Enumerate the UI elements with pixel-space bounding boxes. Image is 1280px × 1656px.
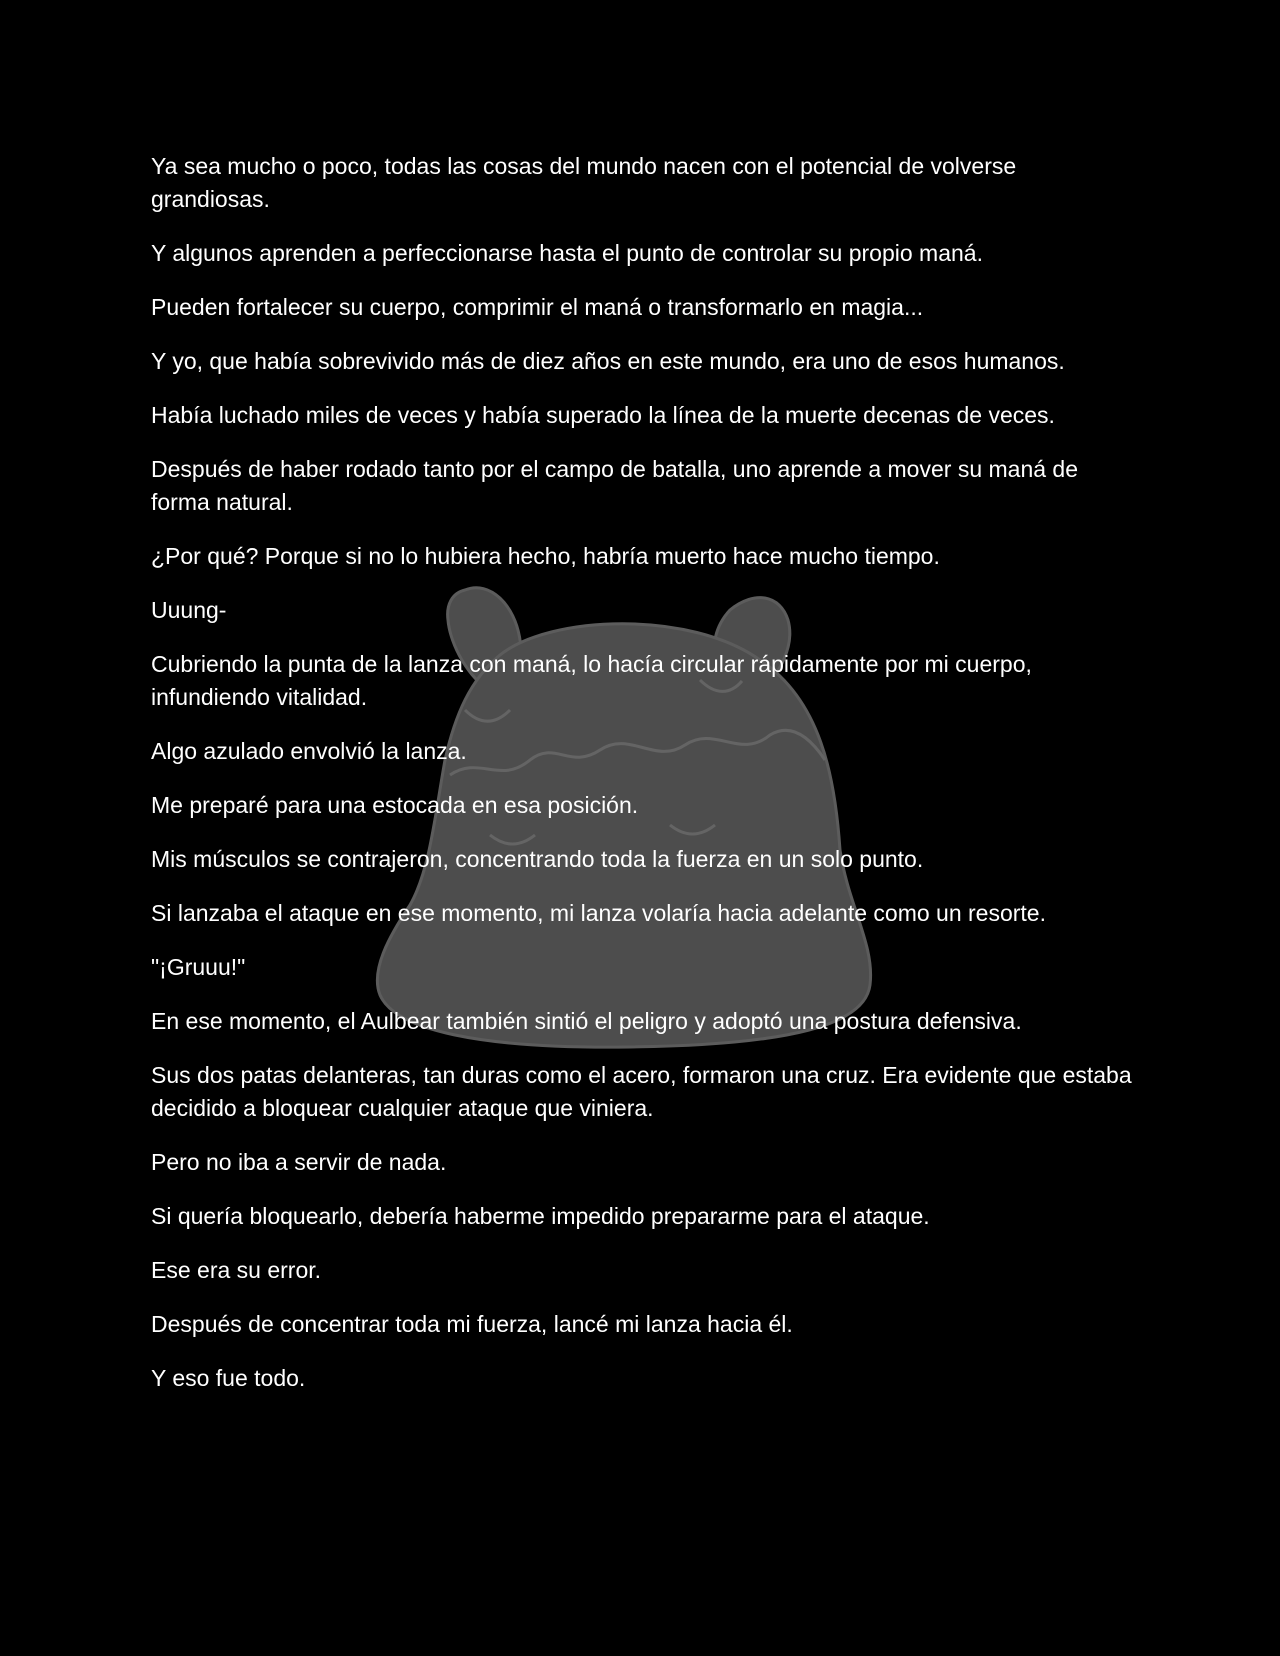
paragraph-2: Y algunos aprenden a perfeccionarse hasta el punto de controlar su propio maná. [151, 240, 983, 266]
paragraph-16: Sus dos patas delanteras, tan duras como el acero, formaron una cruz. Era evidente que estaba decidido a bloquear cualquier ataque que viniera. [151, 1062, 1132, 1121]
paragraph-19: Ese era su error. [151, 1257, 322, 1283]
paragraph-11: Me preparé para una estocada en esa posición. [151, 792, 639, 818]
paragraph-17: Pero no iba a servir de nada. [151, 1149, 447, 1175]
paragraph-1: Ya sea mucho o poco, todas las cosas del mundo nacen con el potencial de volverse grandiosas. [151, 153, 1017, 212]
paragraph-21: Y eso fue todo. [151, 1365, 306, 1391]
paragraph-10: Algo azulado envolvió la lanza. [151, 738, 467, 764]
paragraph-18: Si quería bloquearlo, debería haberme impedido prepararme para el ataque. [151, 1203, 930, 1229]
paragraph-13: Si lanzaba el ataque en ese momento, mi lanza volaría hacia adelante como un resorte. [151, 900, 1046, 926]
story-text [151, 150, 1141, 1416]
paragraph-5: Había luchado miles de veces y había superado la línea de la muerte decenas de veces. [151, 402, 1055, 428]
paragraph-20: Después de concentrar toda mi fuerza, lancé mi lanza hacia él. [151, 1311, 793, 1337]
paragraph-4: Y yo, que había sobrevivido más de diez años en este mundo, era uno de esos humanos. [151, 348, 1065, 374]
paragraph-8: Uuung- [151, 597, 227, 623]
paragraph-15: En ese momento, el Aulbear también sintió el peligro y adoptó una postura defensiva. [151, 1008, 1022, 1034]
paragraph-7: ¿Por qué? Porque si no lo hubiera hecho, habría muerto hace mucho tiempo. [151, 543, 940, 569]
paragraph-14: "¡Gruuu!" [151, 954, 246, 980]
paragraph-6: Después de haber rodado tanto por el campo de batalla, uno aprende a mover su maná de forma natural. [151, 456, 1079, 515]
paragraph-12: Mis músculos se contrajeron, concentrando toda la fuerza en un solo punto. [151, 846, 924, 872]
paragraph-9: Cubriendo la punta de la lanza con maná, lo hacía circular rápidamente por mi cuerpo, infundiendo vitalidad. [151, 651, 1032, 710]
paragraph-3: Pueden fortalecer su cuerpo, comprimir el maná o transformarlo en magia... [151, 294, 924, 320]
